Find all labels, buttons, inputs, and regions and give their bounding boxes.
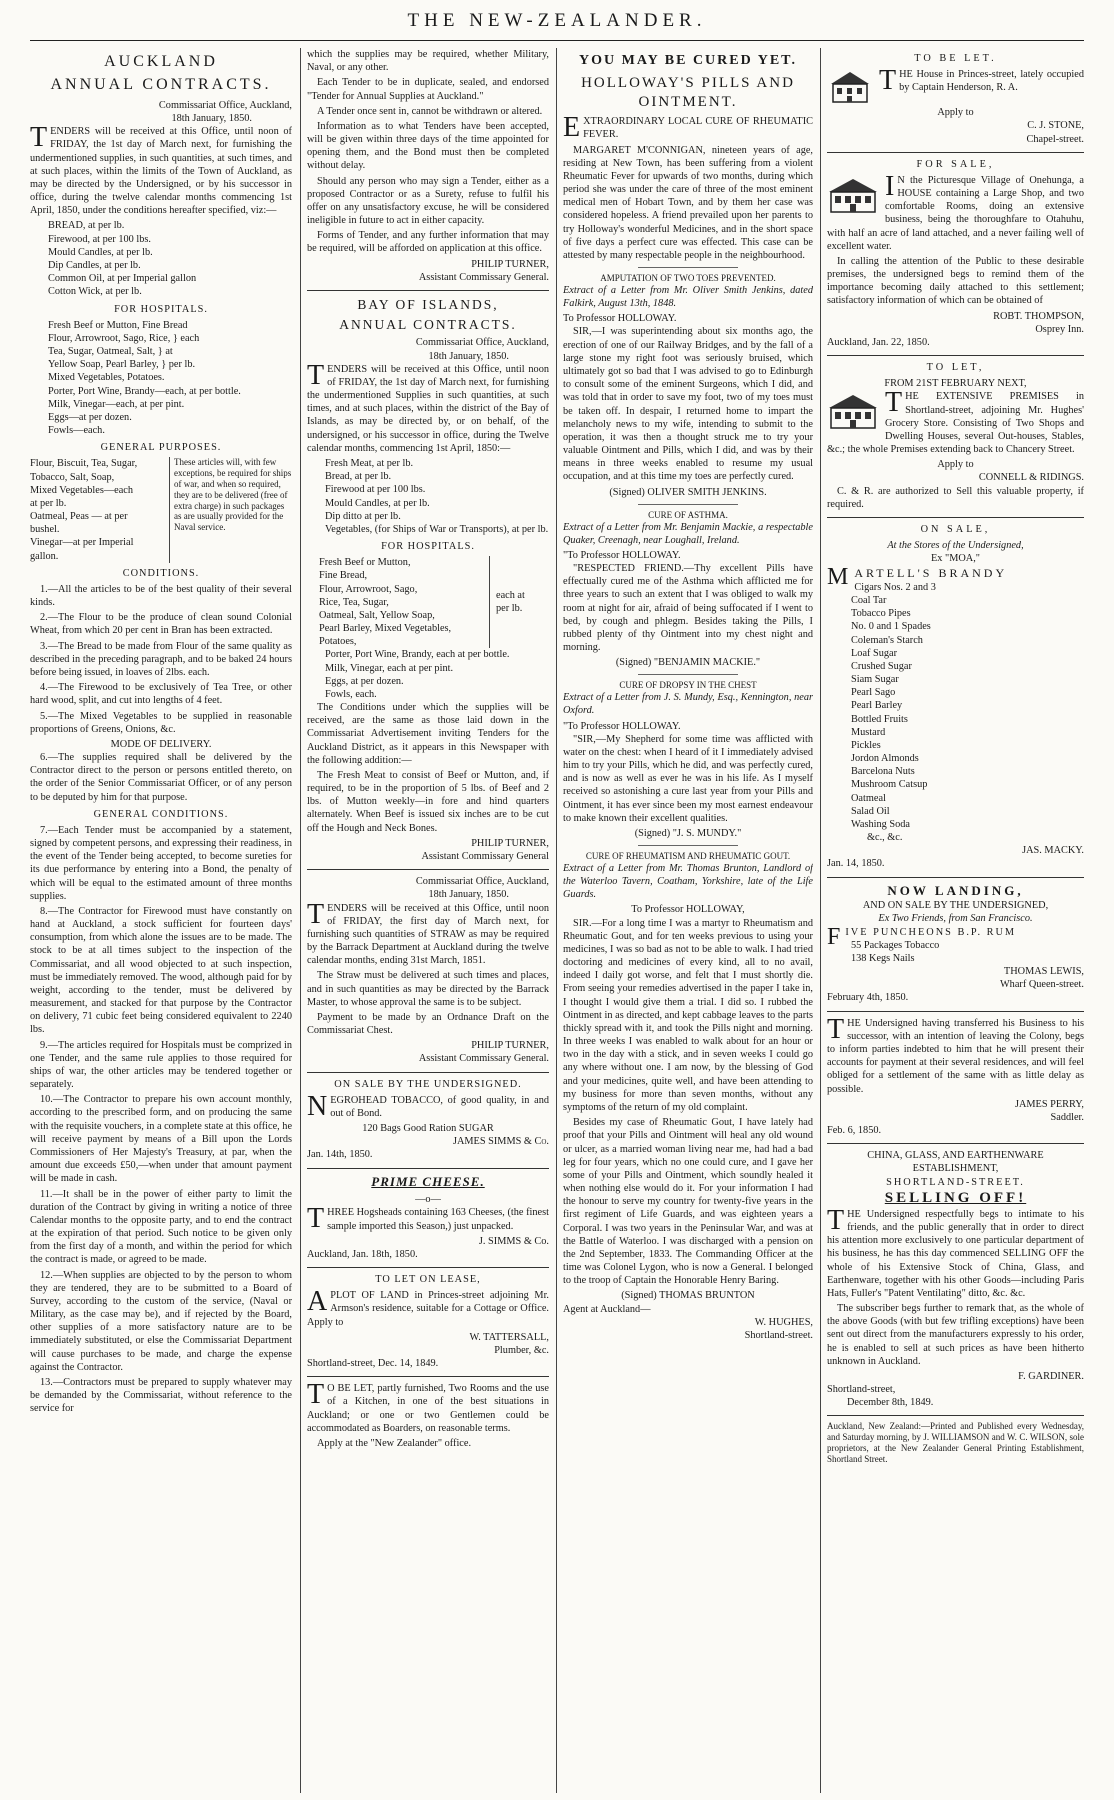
signature: PHILIP TURNER, — [471, 258, 549, 270]
list-item: Firewood, at per 100 lbs. — [48, 233, 151, 245]
signature-title: Assistant Commissary General — [421, 850, 549, 862]
ad-heading: TO BE LET. — [914, 53, 997, 64]
date-line: Feb. 6, 1850. — [827, 1125, 882, 1137]
divider — [827, 355, 1084, 356]
paragraph: C. & R. are authorized to Sell this valuable property, if required. — [827, 485, 1084, 510]
divider — [827, 152, 1084, 153]
salutation: "To Professor HOLLOWAY. — [563, 549, 681, 561]
ad-line: Apply to — [937, 459, 974, 471]
column-divider — [556, 48, 557, 1793]
date-line: Jan. 14, 1850. — [827, 858, 885, 870]
list-item: Milk, Vinegar—each, at per pint. — [48, 398, 185, 410]
list-item: Cotton Wick, at per lb. — [48, 286, 142, 298]
divider — [827, 517, 1084, 518]
date-line: Auckland, Jan. 22, 1850. — [827, 336, 930, 348]
ad-text: THE House in Princes-street, lately occupied by Captain Henderson, R. A. — [827, 68, 1084, 94]
signature: PHILIP TURNER, — [471, 1040, 549, 1052]
ad-text: APLOT OF LAND in Princes-street adjoining Mr. Armson's residence, suitable for a Cottage or Office. Apply to — [307, 1286, 549, 1328]
divider — [307, 1168, 549, 1169]
ad-title: BAY OF ISLANDS, — [357, 296, 499, 312]
column-4 — [827, 48, 1084, 1793]
list-item: Oatmeal, Peas — at per — [30, 511, 128, 523]
signature: W. TATTERSALL, — [469, 1331, 549, 1343]
section-heading: FOR HOSPITALS. — [114, 303, 208, 315]
condition: 6.—The supplies required shall be delivered by the Contractor direct to the person or persons entitled thereto, on the order of the Senior Commissariat Officer, or of any person to be deputed by him for that purpose. — [30, 752, 292, 803]
ad-text: THE Undersigned having transferred his Business to his successor, with an intention of leaving the Colony, begs to inform parties indebted to him that he will present their accounts for payment at their several residences, and will feel obliged for a settlement of the same with as little delay as possible. — [827, 1013, 1084, 1095]
list-item: Fresh Meat, at per lb. — [325, 458, 414, 469]
list-item: Potatoes, — [319, 636, 357, 648]
list-item: Mixed Vegetables—each — [30, 484, 134, 496]
list-item: Pearl Sago — [851, 687, 896, 699]
testimonial-text: "RESPECTED FRIEND.—Thy excellent Pills have effectually cured me of the Asthma which afflicted me for three years to such an extent that I was obliged to walk my room at night for air, afraid of being suffocated if I went to bed, by cough and phlegm. Besides taking the Pills, I rubbed plenty of thy Ointment into my chest night and morning. — [563, 563, 813, 654]
tender-intro: TENDERS will be received at this Office, until noon of FRIDAY, the first day of March next, for furnishing such quantities of STRAW as may be required by the Barrack Department at Auckland during the twelve calendar months, ending 31st March, 1851. — [307, 898, 549, 967]
ad-subheading: At the Stores of the Undersigned, — [887, 540, 1024, 552]
hospital-list-more — [307, 648, 549, 701]
divider — [307, 290, 549, 291]
divider — [307, 869, 549, 870]
testimonial-text: Besides my case of Rheumatic Gout, I have lately had proof that your Pills and Ointment will heal any old wound or ulcer, as a married woman living near me, had had a bad leg for four years, which no one could cure, and I gave her some of your Pills and Ointment, which soundly healed it when nothing else would do it. For your information I had the honour to serve my country for twenty-five years in the first regiment of Life Guards, and was eighteen years a Corporal. I was two years in the Peninsular War, and was at the Battle of Waterloo. I was discharged with a pension on the 2nd September, 1833. The Commanding Officer at the time was Colonel Lygon, who is now a General. I belonged to the troop of Captain the Honorable Henry Baring. — [563, 1117, 813, 1287]
testimonial-source: Extract of a Letter from Mr. Oliver Smith Jenkins, dated Falkirk, August 13th, 1848. — [563, 284, 813, 310]
ad-line: Apply at the "New Zealander" office. — [317, 1437, 472, 1449]
condition: 13.—Contractors must be prepared to supply whatever may be demanded by the Commissariat, without reference to the service for — [30, 1376, 292, 1415]
testimonial-heading: CURE OF ASTHMA. — [648, 509, 728, 520]
testimonial-source: Extract of a Letter from Mr. Benjamin Mackie, a respectable Quaker, Creenagh, near Loughall, Ireland. — [563, 521, 813, 546]
house-icon — [827, 176, 879, 214]
list-item: Porter, Port Wine, Brandy, each at per bottle. — [325, 649, 510, 661]
divider — [638, 267, 738, 268]
signature: PHILIP TURNER, — [471, 837, 549, 849]
ad-subheading: EXTRAORDINARY LOCAL CURE OF RHEUMATIC FEVER. — [563, 112, 813, 144]
ad-heading: ON SALE, — [920, 523, 991, 535]
list-item: gallon. — [30, 550, 59, 562]
gp-items — [30, 457, 165, 562]
ad-subheading: FROM 21ST FEBRUARY NEXT, — [884, 378, 1027, 390]
date-line: Auckland, Jan. 18th, 1850. — [307, 1248, 418, 1260]
separator: —o— — [415, 1194, 441, 1206]
list-item: Tobacco Pipes — [851, 608, 911, 620]
ad-title: AUCKLAND — [104, 53, 218, 70]
list-item: Dip ditto at per lb. — [325, 510, 401, 522]
list-item: Flour, Biscuit, Tea, Sugar, — [30, 458, 138, 470]
ad-text: THREE Hogsheads containing 163 Cheeses, (the finest sample imported this Season,) just unpacked. — [307, 1203, 549, 1235]
date-line: February 4th, 1850. — [827, 992, 909, 1004]
list-item: &c., &c. — [867, 832, 903, 844]
ad-heading: FOR SALE, — [916, 158, 995, 170]
divider — [827, 877, 1084, 878]
column-divider — [820, 48, 821, 1793]
divider — [307, 1376, 549, 1377]
ad-line: 120 Bags Good Ration SUGAR — [362, 1123, 494, 1135]
general-purposes — [30, 457, 292, 562]
list-item: FIVE PUNCHEONS B.P. RUM — [827, 923, 1017, 950]
condition: 8.—The Contractor for Firewood must have constantly on hand at Auckland, a stock sufficient for fourteen days' consumption, from which alone the issues are to be made. The stock to be at all times subject to the inspection of the Commissariat, and all wood objected to at such inspection, must be immediately removed. The wood, although paid for by weight, according to the tender, must be delivered by measurement, and stacked for that purpose by the Contractor on delivery, 71 cubic feet being considered equivalent to 2240 lbs. — [30, 905, 292, 1036]
ad-heading: ON SALE BY THE UNDERSIGNED. — [334, 1078, 522, 1090]
tender-intro: TENDERS will be received at this Office, until noon of FRIDAY, the 1st day of March next, for furnishing the undermentioned Supplies in such quantities, at such times, and at such places, within the district of the Bay of Islands, as may be directed by, or on behalf, of the undersigned, or his successor in office, during the Twelve calendar months, commencing 1st April, 1850:— — [307, 359, 549, 454]
house-icon — [827, 392, 879, 430]
list-item: Barcelona Nuts — [851, 766, 915, 778]
testimonial-heading: CURE OF DROPSY IN THE CHEST — [619, 680, 757, 691]
ad-subheading: AND ON SALE BY THE UNDERSIGNED, — [862, 900, 1049, 912]
condition: 7.—Each Tender must be accompanied by a statement, signed by competent persons, and expressing their readiness, in the event of the Tender being accepted, to become sureties for its due performance by entering into a Bond, the penalty of which will be equal to the estimated amount of three months supplies. — [30, 824, 292, 902]
column-3 — [563, 48, 813, 1793]
ad-heading: TO LET ON LEASE, — [375, 1274, 481, 1286]
list-item: Bottled Fruits — [851, 713, 908, 725]
list-item: Loaf Sugar — [851, 647, 898, 659]
printer-imprint: Auckland, New Zealand:—Printed and Published every Wednesday, and Saturday morning, by J. WILLIAMSON and W. C. WILSON, sole proprietors, at the New Zealander General Printing Establishment, Shortland Street. — [827, 1421, 1084, 1464]
condition: 11.—It shall be in the power of either party to limit the duration of the Contract by giving in writing a notice of three Calendar months to the opposite party, and to end the contract at the expiration of that period. Such notice to be given only from the first day of a month, and within the period for which the contract is made, or agreed to be made. — [30, 1188, 292, 1266]
date-line: Jan. 14th, 1850. — [307, 1149, 373, 1161]
ad-title: ANNUAL CONTRACTS. — [50, 76, 272, 94]
ad-subheading: Ex "MOA," — [930, 553, 981, 565]
list-item: Mould Candles, at per lb. — [48, 246, 153, 258]
list-item: Common Oil, at per Imperial gallon — [48, 273, 197, 285]
list-item: Mushroom Catsup — [851, 779, 928, 791]
list-item: Yellow Soap, Pearl Barley, } per lb. — [48, 359, 196, 371]
paragraph: Information as to what Tenders have been accepted, will be given within three days of the time appointed for opening them, and the Bond must then be completed without delay. — [307, 120, 549, 172]
list-item: Oatmeal, Salt, Yellow Soap, — [319, 609, 435, 621]
testimonial-heading: CURE OF RHEUMATISM AND RHEUMATIC GOUT. — [585, 851, 791, 862]
testimonial-text: "SIR,—My Shepherd for some time was afflicted with water on the chest: when I heard of it I immediately advised him to try your Pills, which he did, and was perfectly cured, and is now as well as ever he was in his life. As I myself received so astonishing a cure last year from your Pills and Ointment, it has ever since been my most earnest endeavour to make known their excellent qualities. — [563, 733, 813, 824]
list-item: Bread, at per lb. — [325, 471, 392, 483]
list-item: Eggs, at per dozen. — [325, 675, 404, 687]
condition: 4.—The Firewood to be exclusively of Tea Tree, or other hard wood, split, and cut into lengths of 4 feet. — [30, 682, 292, 707]
divider — [638, 504, 738, 505]
ad-heading: CHINA, GLASS, AND EARTHENWARE ESTABLISHMENT, — [867, 1150, 1044, 1175]
list-item: Tea, Sugar, Oatmeal, Salt, } at — [48, 346, 173, 358]
signature: JAMES SIMMS & Co. — [452, 1136, 549, 1148]
signature: J. SIMMS & Co. — [478, 1235, 549, 1247]
agent-line: Agent at Auckland— — [563, 1303, 651, 1315]
date-line: 18th January, 1850. — [171, 113, 252, 125]
list-item: Porter, Port Wine, Brandy—each, at per bottle. — [48, 385, 241, 397]
paragraph: The subscriber begs further to remark that, as the whole of the above Goods (with but few trifling exceptions) have been sent out direct from the manufacturers expressly to his order, he is enabled to sell at such prices as have been hitherto unknown in Auckland. — [827, 1303, 1084, 1367]
condition: 2.—The Flour to be the produce of clean sound Colonial Wheat, from which 20 per cent in Bran has been extracted. — [30, 612, 292, 637]
list-item: at per lb. — [30, 497, 67, 509]
ad-title: HOLLOWAY'S PILLS AND OINTMENT. — [581, 74, 795, 111]
ad-text: THE Undersigned respectfully begs to intimate to his friends, and the public generally that in order to direct his attention more exclusively to one particular department of his business, he has this day commenced SELLING OFF the whole of his Extensive Stock of China, Glass, and Earthenware, together with his other Goods—including Paris Hats, Fuller's "Patent Ventilating" ditto, &c. &c. — [827, 1204, 1084, 1299]
price-label: each at — [496, 590, 525, 602]
section-heading: CONDITIONS. — [122, 567, 200, 579]
condition: 12.—When supplies are objected to by the person to whom they are tendered, they are to be submitted to a Board of Survey, according to the custom of the service, (Naval or Military, as the case may be), and if rejected by the Board, other supplies of a more satisfactory nature are to be immediately substituted, or else the Commissariat Department will cause purchases to be made, and charge the expense against the Contractor. — [30, 1269, 292, 1373]
list-item: Fresh Beef or Mutton, Fine Bread — [48, 319, 188, 331]
ad-text: T O BE LET, partly furnished, Two Rooms and the use of a Kitchen, in one of the best situations in Auckland; or one or two Gentlemen could be accommodated as Boarders, on reasonable terms. — [307, 1379, 549, 1434]
salutation: To Professor HOLLOWAY. — [563, 313, 677, 325]
price-label: per lb. — [496, 603, 523, 615]
condition: 9.—The articles required for Hospitals must be comprized in one Tender, and the same rule applies to those required for ships of war, the other articles may be tendered together or separately. — [30, 1039, 292, 1091]
tender-intro: TENDERS will be received at this Office, until noon of FRIDAY, the 1st day of March next, for furnishing the undermentioned supplies, in such quantities, at such times, and at such places, within the limits of the Town of Auckland, as may be directed by the Undersigned, or by his successor in office, during the twelve calendar months commencing 1st April, 1850, under the conditions hereafter specified, viz:— — [30, 122, 292, 217]
list-item: Fowls, each. — [325, 688, 377, 700]
condition: 1.—All the articles to be of the best quality of their several kinds. — [30, 583, 292, 609]
masthead-rule — [30, 40, 1084, 41]
section-heading: FOR HOSPITALS. — [381, 541, 475, 553]
list-item: Fowls—each. — [48, 425, 105, 437]
signature-title: Assistant Commissary General. — [418, 1053, 549, 1065]
ad-heading: YOU MAY BE CURED YET. — [579, 53, 797, 68]
list-item: Rice, Tea, Sugar, — [319, 596, 389, 608]
list-item: Siam Sugar — [851, 674, 899, 686]
goods-list — [827, 923, 1084, 966]
signed-line: (Signed) "J. S. MUNDY." — [634, 827, 742, 839]
address-line: Shortland-street, — [827, 1384, 896, 1396]
paragraph: The Straw must be delivered at such times and places, and in such quantities as may be directed by the Barrack Master, to whose approval the same is to be subject. — [307, 970, 549, 1008]
list-item: Flour, Arrowroot, Sago, — [319, 583, 418, 595]
list-item: bushel. — [30, 524, 60, 536]
list-item: Fresh Beef or Mutton, — [319, 557, 411, 569]
signature-title: Saddler. — [1050, 1111, 1084, 1123]
list-item: 55 Packages Tobacco — [851, 939, 940, 951]
ad-subheading: SHORTLAND-STREET. — [886, 1176, 1025, 1188]
ad-heading: NOW LANDING, — [887, 882, 1024, 898]
list-item: Mixed Vegetables, Potatoes. — [48, 372, 165, 384]
divider — [827, 1143, 1084, 1144]
list-item: Milk, Vinegar, each at per pint. — [325, 662, 454, 674]
ad-title: ANNUAL CONTRACTS. — [339, 317, 517, 333]
list-item: Cigars Nos. 2 and 3 — [854, 581, 936, 593]
list-item: Washing Soda — [851, 818, 910, 830]
list-item: Oatmeal — [851, 792, 886, 804]
condition: 3.—The Bread to be made from Flour of the same quality as described in the preceding paragraph, and to be baked 24 hours before being issued, in loaves of 2lbs. each. — [30, 640, 292, 678]
paragraph: Payment to be made by an Ordnance Draft on the Commissariat Chest. — [307, 1011, 549, 1037]
divider — [827, 1011, 1084, 1012]
column-2 — [307, 48, 549, 1793]
column-1 — [30, 48, 292, 1793]
signature: JAS. MACKY. — [1022, 845, 1084, 857]
ad-line: Apply to — [937, 107, 974, 119]
ad-heading: TO LET, — [926, 362, 985, 374]
ad-heading: PRIME CHEESE. — [371, 1173, 485, 1189]
testimonial-source: Extract of a Letter from J. S. Mundy, Esq., Kennington, near Oxford. — [563, 692, 813, 717]
paragraph: Each Tender to be in duplicate, sealed, and endorsed "Tender for Annual Supplies at Auckland." — [307, 77, 549, 102]
signature-title: Wharf Queen-street. — [999, 979, 1084, 991]
column-divider — [300, 48, 301, 1793]
list-item: Vegetables, (for Ships of War or Transports), at per lb. — [325, 523, 549, 535]
ad-heading: SELLING OFF! — [884, 1189, 1027, 1206]
list-item: Firewood at per 100 lbs. — [325, 484, 426, 496]
agent-address: Shortland-street. — [744, 1329, 813, 1341]
signature: CONNELL & RIDINGS. — [978, 472, 1084, 484]
list-item: Pearl Barley, Mixed Vegetables, — [319, 623, 452, 635]
gp-note: These articles will, with few exceptions, be required for ships of war, and when so required, they are to be delivered (free of extra charge) in such packages as are usually provided for the Naval service. — [169, 457, 292, 562]
signature-title: Osprey Inn. — [1035, 323, 1084, 335]
list-item: Mustard — [851, 726, 886, 738]
date-line: Shortland-street, Dec. 14, 1849. — [307, 1358, 439, 1370]
ad-text: NEGROHEAD TOBACCO, of good quality, in and out of Bond. — [307, 1090, 549, 1122]
ad-subheading: Ex Two Friends, from San Francisco. — [878, 913, 1033, 925]
condition: 10.—The Contractor to prepare his own account monthly, according to the prescribed form, and on producing the same with the requisite vouchers, in a complete state at this office, he will receive payment by means of a Bill upon the Lords Commissioners of Her Majesty's Treasury, at par, when the amount due exceeds £50,—when under that amount payment will be made in cash. — [30, 1094, 292, 1185]
masthead: THE NEW-ZEALANDER. — [407, 10, 707, 31]
divider — [827, 1415, 1084, 1416]
testimonial-text: SIR,—I was superintending about six months ago, the erection of one of our Railway Bridges, and by the fall of a large stone my right foot was seriously bruised, which ultimately got so bad that I was advised to go to Edinburgh to consult some of the eminent Surgeons, which I did, and was told that in order to save my foot, two of my toes must be taken off. In despair, I returned home to impart the melancholy news to my wife, intending to submit to the operation, it was then a thought struck me to try your valuable Ointment and Pills, which I did, and was by their means in three weeks enabled to resume my usual occupation, and at this time my toes are perfectly cured. — [563, 326, 813, 483]
paragraph: MARGARET M'CONNIGAN, nineteen years of age, residing at New Town, has been suffering from a violent Rheumatic Fever for upwards of two months, during which period she was under the care of three of the most eminent medical men of Hobart Town, and by them her case was considered hopeless. A friend prevailed upon her parents to try Holloway's wonderful Medicines, and in the short space of five days a perfect cure was effected. This case can be attested by many respectable people in the neighbourhood. — [563, 144, 813, 261]
ad-text: I N the Picturesque Village of Onehunga, a HOUSE containing a Large Shop, and two comfortable Rooms, doing an extensive business, being the thoroughfare to Otahuhu, with half an acre of land attached, and a never failing well of excellent water. — [827, 170, 1084, 252]
continued-text: which the supplies may be required, whether Military, Naval, or any other. — [307, 49, 549, 74]
section-heading: GENERAL PURPOSES. — [100, 442, 222, 454]
signature-title: Chapel-street. — [1026, 133, 1084, 145]
signed-line: (Signed) THOMAS BRUNTON — [621, 1290, 755, 1302]
signed-line: (Signed) OLIVER SMITH JENKINS. — [609, 486, 767, 498]
list-item: Mould Candles, at per lb. — [325, 497, 430, 509]
paragraph: Forms of Tender, and any further information that may be required, will be afforded on application at this office. — [307, 230, 549, 255]
signature: THOMAS LEWIS, — [1003, 966, 1084, 978]
section-heading: GENERAL CONDITIONS. — [93, 808, 229, 820]
divider — [307, 1072, 549, 1073]
list-item: Coleman's Starch — [851, 634, 923, 646]
list-item: Vinegar—at per Imperial — [30, 537, 134, 549]
divider — [307, 1267, 549, 1268]
house-icon — [827, 70, 873, 104]
list-item: BREAD, at per lb. — [48, 220, 125, 232]
list-item: Dip Candles, at per lb. — [48, 260, 141, 271]
testimonial-heading: AMPUTATION OF TWO TOES PREVENTED. — [600, 273, 776, 284]
list-item: Pearl Barley — [851, 700, 903, 712]
paragraph: The Conditions under which the supplies will be received, are the same as those laid down in the Commissariat Advertisement inviting Tenders for the Auckland District, as it appears in this Newspaper with the following addition:— — [307, 702, 549, 766]
divider — [638, 674, 738, 675]
testimonial-source: Extract of a Letter from Mr. Thomas Brunton, Landlord of the Waterloo Tavern, Coatham, Yorkshire, late of the Life Guards. — [563, 862, 813, 901]
hospital-list — [30, 319, 292, 438]
list-item: Tobacco, Salt, Soap, — [30, 471, 115, 483]
hosp-items — [307, 556, 489, 648]
supply-list — [30, 219, 292, 298]
list-item: Coal Tar — [851, 595, 887, 607]
list-item: Flour, Arrowroot, Sago, Rice, } each — [48, 332, 200, 344]
subheading: MODE OF DELIVERY. — [110, 738, 212, 750]
date-line: 18th January, 1850. — [428, 350, 509, 362]
signature: ROBT. THOMPSON, — [993, 310, 1084, 322]
list-item: Eggs—at per dozen. — [48, 411, 132, 423]
list-item: Jordon Almonds — [851, 753, 919, 765]
signature: C. J. STONE, — [1027, 120, 1084, 132]
list-item: 138 Kegs Nails — [851, 952, 915, 964]
signature: F. GARDINER. — [1018, 1370, 1084, 1382]
paragraph: In calling the attention of the Public to these desirable premises, the undersigned begs to remind them of the importance becoming daily attached to this settlement; satisfactory information of which can be obtained of — [827, 255, 1084, 307]
signature-title: Plumber, &c. — [494, 1344, 549, 1356]
list-item: No. 0 and 1 Spades — [851, 621, 931, 633]
list-item: MARTELL'S BRANDY — [827, 563, 1008, 590]
signature: JAMES PERRY, — [1014, 1098, 1084, 1110]
list-item: Pickles — [851, 739, 881, 751]
paragraph: A Tender once sent in, cannot be withdrawn or altered. — [317, 105, 543, 117]
supply-list — [307, 457, 549, 536]
office-line: Commissariat Office, Auckland, — [158, 99, 292, 111]
hosp-price-note — [489, 556, 549, 648]
goods-list — [827, 563, 1084, 845]
list-item: Fine Bread, — [319, 570, 368, 582]
date-line: 18th January, 1850. — [428, 889, 509, 901]
testimonial-text: SIR.—For a long time I was a martyr to Rheumatism and Rheumatic Gout, and for ten weeks previous to using your medicines, I was so bad as not to be able to walk. I had tried doctoring and medicines of every kind, all to no avail, indeed I daily got worse, and felt that I must shortly die. From seeing your remedies advertised in the paper I take in, I thought I would give them a trial. I did so. I rubbed the Ointment in as directed, and kept cabbage leaves to the parts thickly spread with it, and took the Pills night and morning. In three weeks I was enabled to walk about for an hour or two in the day with a stick, and in seven weeks I could go any where without one. I am now, by the blessing of God and your medicines, quite well, and have been attending to my business for more than seven months, without any symptoms of the return of my old complaint. — [563, 917, 813, 1113]
divider — [638, 845, 738, 846]
list-item: Salad Oil — [851, 805, 890, 817]
date-line: December 8th, 1849. — [847, 1397, 934, 1409]
ad-text: THE EXTENSIVE PREMISES in Shortland-street, adjoining Mr. Hughes' Grocery Store. Consisting of Two Shops and Dwelling Houses, several Out-houses, Stables, &c.; the whole Premises extending back to Chancery Street. — [827, 387, 1084, 456]
paragraph: Should any person who may sign a Tender, either as a proposed Contractor or as a Surety, refuse to fulfil his offer on any unsatisfactory excuse, he will be considered ineligible in future to act in either capacity. — [307, 175, 549, 227]
hospital-list — [307, 556, 549, 648]
office-line: Commissariat Office, Auckland, — [415, 876, 549, 888]
salutation: To Professor HOLLOWAY, — [631, 904, 745, 916]
paragraph: The Fresh Meat to consist of Beef or Mutton, and, if required, to be in the proportion of 5 lbs. of Beef and 2 lbs. of Mutton weekly—in fore and hind quarters alternately. When Beef is issued six inches are to be cut off the Hough and Neck Bones. — [307, 769, 549, 834]
office-line: Commissariat Office, Auckland, — [415, 337, 549, 349]
condition: 5.—The Mixed Vegetables to be supplied in reasonable proportions of Greens, Onions, &c. — [30, 710, 292, 735]
signature-title: Assistant Commissary General. — [418, 271, 549, 283]
agent-name: W. HUGHES, — [754, 1316, 813, 1328]
signed-line: (Signed) "BENJAMIN MACKIE." — [615, 657, 761, 669]
salutation: "To Professor HOLLOWAY. — [563, 720, 681, 732]
list-item: Crushed Sugar — [851, 660, 912, 672]
